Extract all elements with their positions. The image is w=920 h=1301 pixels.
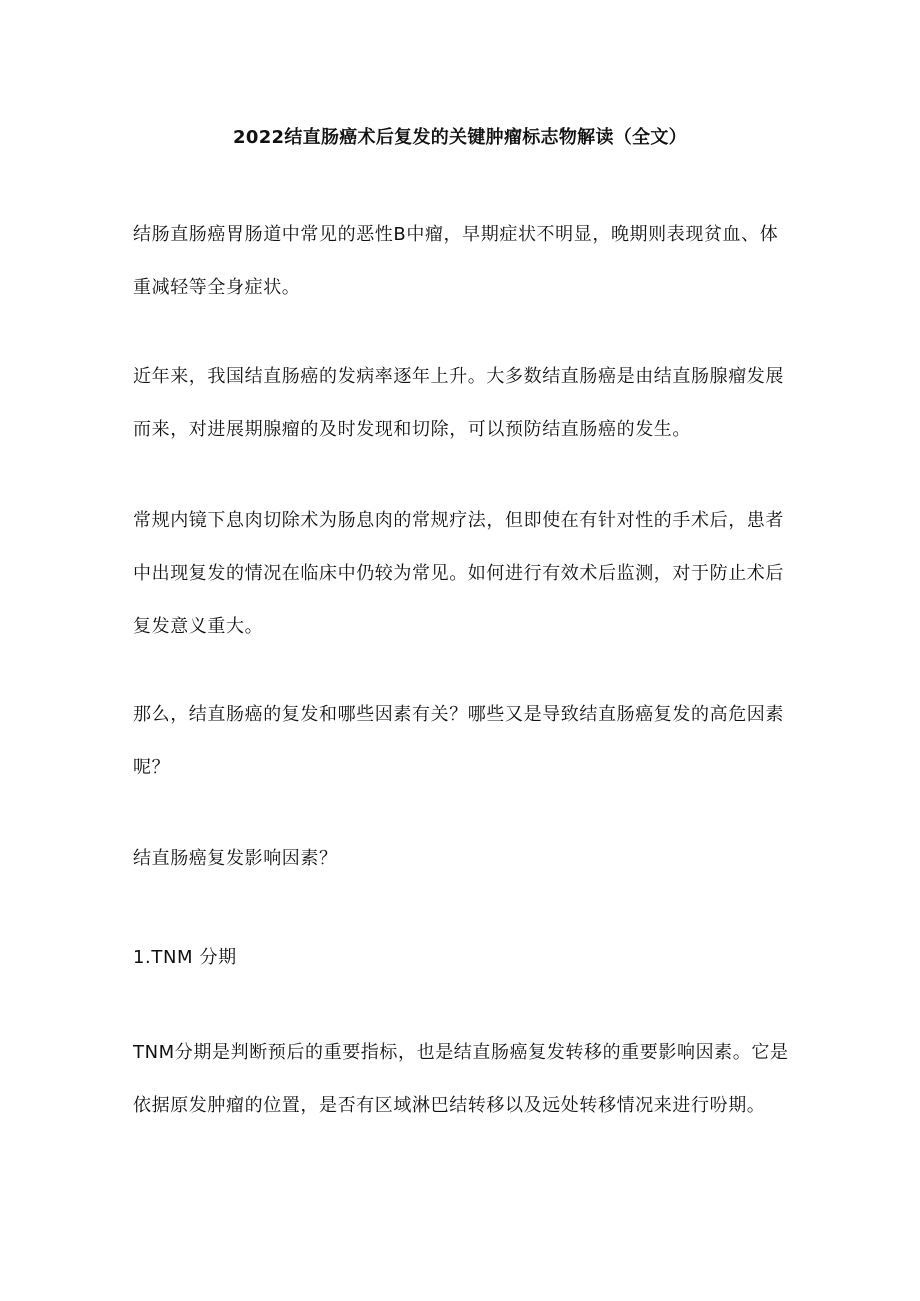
paragraph-tnm: TNM分期是判断预后的重要指标，也是结直肠癌复发转移的重要影响因素。它是依据原发肿瘤的位置，是否有区域淋巴结转移以及远处转移情况来进行吩期。: [133, 1042, 789, 1116]
paragraph-polypectomy: 常规内镜下息肉切除术为肠息肉的常规疗法，但即使在有针对性的手术后，患者中出现复发的情况在临床中仍较为常见。如何进行有效术后监测，对于防止术后复发意义重大。: [133, 510, 784, 637]
subheading-tnm: 1.TNM 分期: [133, 947, 237, 968]
paragraph-question: 那么，结直肠癌的复发和哪些因素有关？哪些又是导致结直肠癌复发的高危因素呢？: [133, 704, 784, 778]
document-title: 2022结直肠癌术后复发的关键肿瘤标志物解读（全文）: [233, 127, 687, 148]
paragraph-incidence: 近年来，我国结直肠癌的发病率逐年上升。大多数结直肠癌是由结直肠腺瘤发展而来，对进展期腺瘤的及时发现和切除，可以预防结直肠癌的发生。: [133, 366, 784, 440]
section-heading-factors: 结直肠癌复发影响因素？: [133, 848, 338, 869]
paragraph-intro: 结肠直肠癌胃肠道中常见的恶性B中瘤，早期症状不明显，晚期则表现贫血、体重减轻等全身症状。: [133, 224, 779, 298]
